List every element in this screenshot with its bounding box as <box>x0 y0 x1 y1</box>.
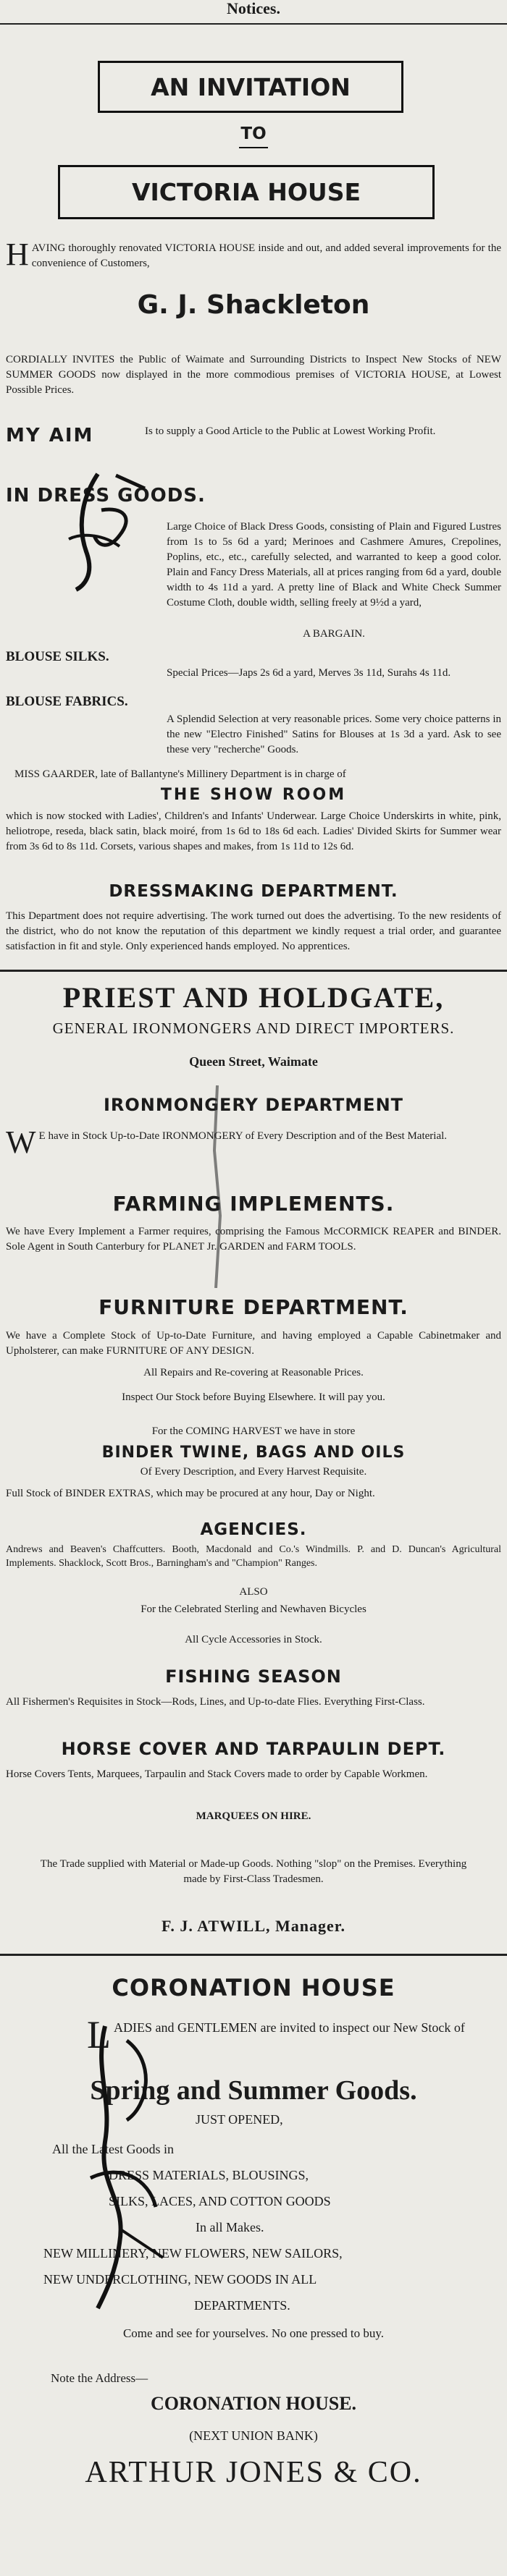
coronation-address: CORONATION HOUSE. <box>150 2393 357 2414</box>
drop-cap-h: H <box>6 237 29 272</box>
also-label: ALSO <box>239 1586 268 1598</box>
dress-goods-heading: IN DRESS GOODS. <box>6 485 206 507</box>
coronation-intro-text: ADIES and GENTLEMEN are invited to inspect our New Stock of <box>114 2020 465 2035</box>
dress-goods-text: Large Choice of Black Dress Goods, consisting of Plain and Figured Lustres from 1s to 5s 6d a yard; Merinoes and Cashmere Amures, Crepolines, Poplins, etc., etc., carefully selected, and warranted to keep a good color. Plain and Fancy Dress Materials, all at prices ranging from 6d a yard, double width to 4s 11d a yard. A pretty line of Black and White Check Summer Costume Cloth, double width, selling freely at 9½d a yard, <box>167 521 501 609</box>
furniture-inspect: Inspect Our Stock before Buying Elsewhere. It will pay you. <box>122 1391 385 1403</box>
victoria-house-box <box>58 165 435 219</box>
just-opened: JUST OPENED, <box>196 2112 283 2127</box>
manager-line: F. J. ATWILL, Manager. <box>161 1917 346 1935</box>
blouse-fabrics-text: A Splendid Selection at very reasonable prices. Some very choice patterns in the new "Electro Finished" Satins for Blouses at 1s 3d a yard. Ask to see these very "recherche" Goods. <box>167 713 501 755</box>
dressmaking-heading: DRESSMAKING DEPARTMENT. <box>109 882 398 901</box>
page-header: Notices. <box>227 0 280 17</box>
trade-supplied: The Trade supplied with Material or Made-up Goods. Nothing "slop" on the Premises. Everything made by First-Class Tradesmen. <box>40 1858 467 1885</box>
agencies-text: Andrews and Beaven's Chaffcutters. Booth, Macdonald and Co.'s Windmills. P. and D. Duncan's Agricultural Implements. Shacklock, Scott Bros., Barningham's and "Champion" Ranges. <box>6 1544 501 1569</box>
bargain-label: A BARGAIN. <box>303 628 365 640</box>
to-underline <box>239 147 268 148</box>
come-and-see: Come and see for yourselves. No one pressed to buy. <box>122 2326 385 2340</box>
victoria-intro <box>6 237 501 272</box>
invitation-title: AN INVITATION <box>151 72 351 101</box>
header-rule <box>0 23 507 25</box>
ink-scribble-coronation <box>76 2012 177 2316</box>
priest-subtitle: GENERAL IRONMONGERS AND DIRECT IMPORTERS. <box>52 1020 455 1037</box>
priest-address: Queen Street, Waimate <box>189 1054 318 1069</box>
horse-cover-text: Horse Covers Tents, Marquees, Tarpaulin and Stack Covers made to order by Capable Workmen. <box>6 1768 428 1780</box>
note-address: Note the Address— <box>51 2371 148 2385</box>
blouse-fabrics-label: BLOUSE FABRICS. <box>6 694 128 709</box>
victoria-house-title: VICTORIA HOUSE <box>131 178 361 206</box>
blouse-silks-text: Special Prices—Japs 2s 6d a yard, Merves 3s 11d, Surahs 4s 11d. <box>167 667 451 679</box>
ink-smudge-priest <box>196 1085 239 1288</box>
invitation-to: TO <box>240 124 267 143</box>
drop-cap-l: L <box>87 2013 111 2056</box>
drop-cap-w: W <box>6 1124 36 1160</box>
binder-twine-sub: Of Every Description, and Every Harvest Requisite. <box>140 1466 367 1478</box>
section-rule-1 <box>0 970 507 972</box>
bicycles-line: For the Celebrated Sterling and Newhaven Bicycles <box>141 1603 366 1615</box>
show-room-text: which is now stocked with Ladies', Children's and Infants' Underwear. Large Choice Underskirts in white, pink, heliotrope, reseda, black satin, black moiré, from 1s 6d to 18s 6d each. Ladies' Divided Skirts for Summer wear from 3s 6d to 8s 11d. Corsets, various shapes and makes, from 1s 11d to 12s 6d. <box>6 810 501 852</box>
coronation-line-6: NEW UNDERCLOTHING, NEW GOODS IN ALL <box>43 2272 317 2287</box>
furniture-heading: FURNITURE DEPARTMENT. <box>99 1295 408 1319</box>
coronation-line-3: SILKS, LACES, AND COTTON GOODS <box>109 2194 331 2208</box>
farming-heading: FARMING IMPLEMENTS. <box>112 1192 395 1216</box>
coronation-line-5: NEW MILLINERY, NEW FLOWERS, NEW SAILORS, <box>43 2246 343 2261</box>
fishing-text: All Fishermen's Requisites in Stock—Rods, Lines, and Up-to-date Flies. Everything First-Class. <box>6 1696 425 1708</box>
coming-harvest: For the COMING HARVEST we have in store <box>151 1425 356 1437</box>
agencies-heading: AGENCIES. <box>200 1520 307 1539</box>
shackleton-name: G. J. Shackleton <box>137 290 370 320</box>
invitation-box <box>98 61 403 113</box>
victoria-intro-text: AVING thoroughly renovated VICTORIA HOUSE inside and out, and added several improvements for the convenience of Customers, <box>31 242 501 269</box>
arthur-jones-name: ARTHUR JONES & CO. <box>85 2456 422 2489</box>
miss-gaarder: MISS GAARDER, late of Ballantyne's Millinery Department is in charge of <box>14 768 346 780</box>
invites-paragraph: CORDIALLY INVITES the Public of Waimate and Surrounding Districts to Inspect New Stocks of NEW SUMMER GOODS now displayed in the more commodious premises of VICTORIA HOUSE, at Lowest Possible Prices. <box>6 354 501 396</box>
horse-cover-heading: HORSE COVER AND TARPAULIN DEPT. <box>61 1739 446 1759</box>
marquees-on-hire: MARQUEES ON HIRE. <box>196 1810 311 1822</box>
coronation-line-2: DRESS MATERIALS, BLOUSINGS, <box>109 2168 309 2182</box>
dressmaking-text: This Department does not require advertising. The work turned out does the advertising. To the new residents of the district, who do not know the reputation of this department we kindly request a trial order, and guarantee satisfaction in fit and style. Only experienced hands employed. No apprentices. <box>6 910 501 952</box>
my-aim-text: Is to supply a Good Article to the Public at Lowest Working Profit. <box>145 425 436 437</box>
coronation-line-4: In all Makes. <box>196 2220 264 2234</box>
binder-extras: Full Stock of BINDER EXTRAS, which may be procured at any hour, Day or Night. <box>6 1488 375 1499</box>
my-aim-label: MY AIM <box>6 425 94 446</box>
priest-holdgate-title: PRIEST AND HOLDGATE, <box>62 981 445 1014</box>
farming-text: We have Every Implement a Farmer requires, comprising the Famous McCORMICK REAPER and BINDER. Sole Agent in South Canterbury for PLANET Jr. GARDEN and FARM TOOLS. <box>6 1226 501 1253</box>
furniture-text: We have a Complete Stock of Up-to-Date Furniture, and having employed a Capable Cabinetmaker and Upholsterer, can make FURNITURE OF ANY DESIGN. <box>6 1330 501 1357</box>
coronation-line-7: DEPARTMENTS. <box>194 2298 290 2313</box>
spring-summer-heading: Spring and Summer Goods. <box>90 2075 417 2106</box>
next-union-bank: (NEXT UNION BANK) <box>189 2428 318 2443</box>
binder-twine-heading: BINDER TWINE, BAGS AND OILS <box>101 1444 406 1462</box>
blouse-silks-label: BLOUSE SILKS. <box>6 649 109 664</box>
ironmongery-heading: IRONMONGERY DEPARTMENT <box>103 1095 404 1115</box>
ironmongery-paragraph <box>6 1124 501 1160</box>
coronation-line-1: All the Latest Goods in <box>52 2142 174 2156</box>
ironmongery-text: E have in Stock Up-to-Date IRONMONGERY of Every Description and of the Best Material. <box>38 1130 448 1142</box>
coronation-title: CORONATION HOUSE <box>112 1974 395 2001</box>
show-room-heading: THE SHOW ROOM <box>160 786 347 804</box>
section-rule-2 <box>0 1954 507 1956</box>
cycle-accessories: All Cycle Accessories in Stock. <box>185 1634 322 1645</box>
furniture-repairs: All Repairs and Re-covering at Reasonable Prices. <box>143 1367 364 1378</box>
coronation-intro <box>87 2013 493 2056</box>
fishing-heading: FISHING SEASON <box>165 1666 342 1687</box>
